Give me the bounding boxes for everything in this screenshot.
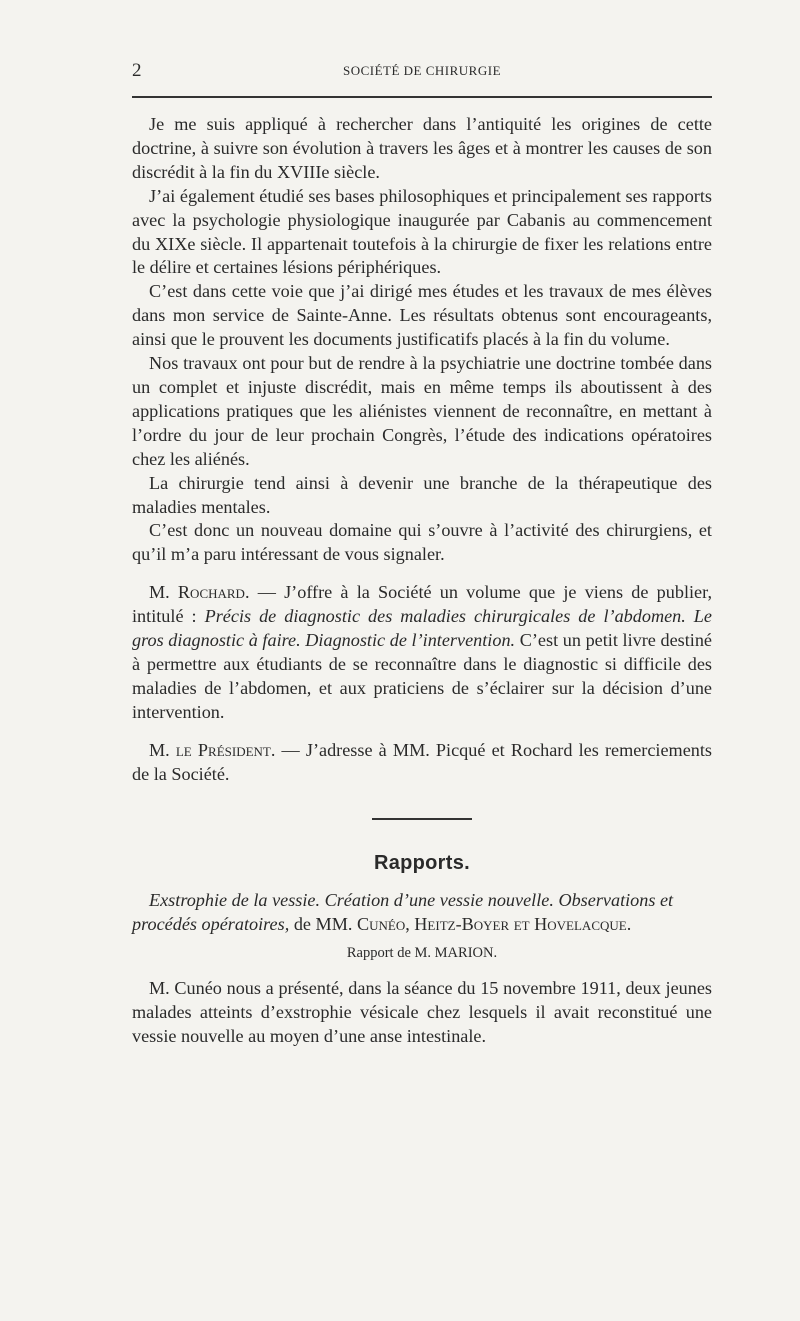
speaker-rochard: Rochard. bbox=[177, 582, 250, 603]
report-authors: Cunéo, Heitz-Boyer et Hovelacque. bbox=[356, 914, 632, 935]
speaker-m: M. bbox=[149, 582, 170, 603]
paragraph-3: C’est dans cette voie que j’ai dirigé mes études et les travaux de mes élèves dans mon service de Sainte-Anne. Les résultats obtenus sont encourageants, ainsi que le prouvent les documents justificatifs placés à la fin du volume. bbox=[132, 281, 712, 350]
rochard-paragraph bbox=[132, 581, 712, 724]
report-authors-prefix: de MM. bbox=[289, 914, 357, 935]
running-header bbox=[132, 60, 712, 84]
paragraph-5: La chirurgie tend ainsi à devenir une branche de la thérapeutique des maladies mentales. bbox=[132, 472, 712, 517]
paragraph-4: Nos travaux ont pour but de rendre à la psychiatrie une doctrine tombée dans un complet et injuste discrédit, mais en même temps ils aboutissent à des applications pratiques que les aliénistes viennent de reconnaître, en mettant à l’ordre du jour de leur prochain Congrès, l’étude des indications opératoires chez les aliénés. bbox=[132, 353, 712, 469]
paragraph-2: J’ai également étudié ses bases philosophiques et principalement ses rapports avec la psychologie physiologique inaugurée par Cabanis au commencement du XIXe siècle. Il appartenait toutefois à la chirurgie de fixer les relations entre le délire et certaines lésions périphériques. bbox=[132, 185, 712, 278]
report-first-paragraph: M. Cunéo nous a présenté, dans la séance du 15 novembre 1911, deux jeunes malades atteints d’exstrophie vésicale chez lesquels il avait reconstitué une vessie nouvelle au moyen d’une anse intestinale. bbox=[132, 978, 712, 1047]
page-number: 2 bbox=[132, 60, 142, 81]
section-divider bbox=[372, 818, 472, 820]
paragraph-1: Je me suis appliqué à rechercher dans l’antiquité les origines de cette doctrine, à suivre son évolution à travers les âges et à montrer les causes de son discrédit à la fin du XVIIIe siècle. bbox=[132, 114, 712, 182]
section-title: Rapports. bbox=[373, 852, 471, 875]
report-title-italic: Exstrophie de la vessie. Création d’une vessie nouvelle. Observations et procédés opératoires, bbox=[132, 890, 674, 935]
book-title: Précis de diagnostic des maladies chirurgicales de l’abdomen. Le gros diagnostic à faire. Diagnostic de l’intervention. bbox=[132, 606, 712, 651]
report-attribution: Rapport de M. MARION. bbox=[346, 945, 498, 962]
speaker-president: Président. bbox=[197, 739, 276, 760]
page-body bbox=[132, 113, 712, 1049]
paragraph-6: C’est donc un nouveau domaine qui s’ouvre à l’activité des chirurgiens, et qu’il m’a paru intéressant de vous signaler. bbox=[132, 520, 712, 565]
president-text: — J’adresse à MM. Picqué et Rochard les remerciements de la Société. bbox=[132, 739, 712, 784]
rochard-rest: C’est un petit livre destiné à permettre aux étudiants de se reconnaître dans le diagnostic si difficile des maladies de l’abdomen, et aux praticiens de s’éclairer sur la décision d’une intervention. bbox=[132, 630, 713, 722]
report-title bbox=[132, 889, 712, 937]
rochard-intro: — J’offre à la Société un volume que je viens de publier, intitulé : bbox=[132, 582, 713, 627]
speaker-m-le: M. le bbox=[149, 739, 192, 760]
header-rule bbox=[132, 96, 712, 98]
president-paragraph bbox=[132, 739, 712, 787]
running-title: SOCIÉTÉ DE CHIRURGIE bbox=[342, 63, 502, 78]
